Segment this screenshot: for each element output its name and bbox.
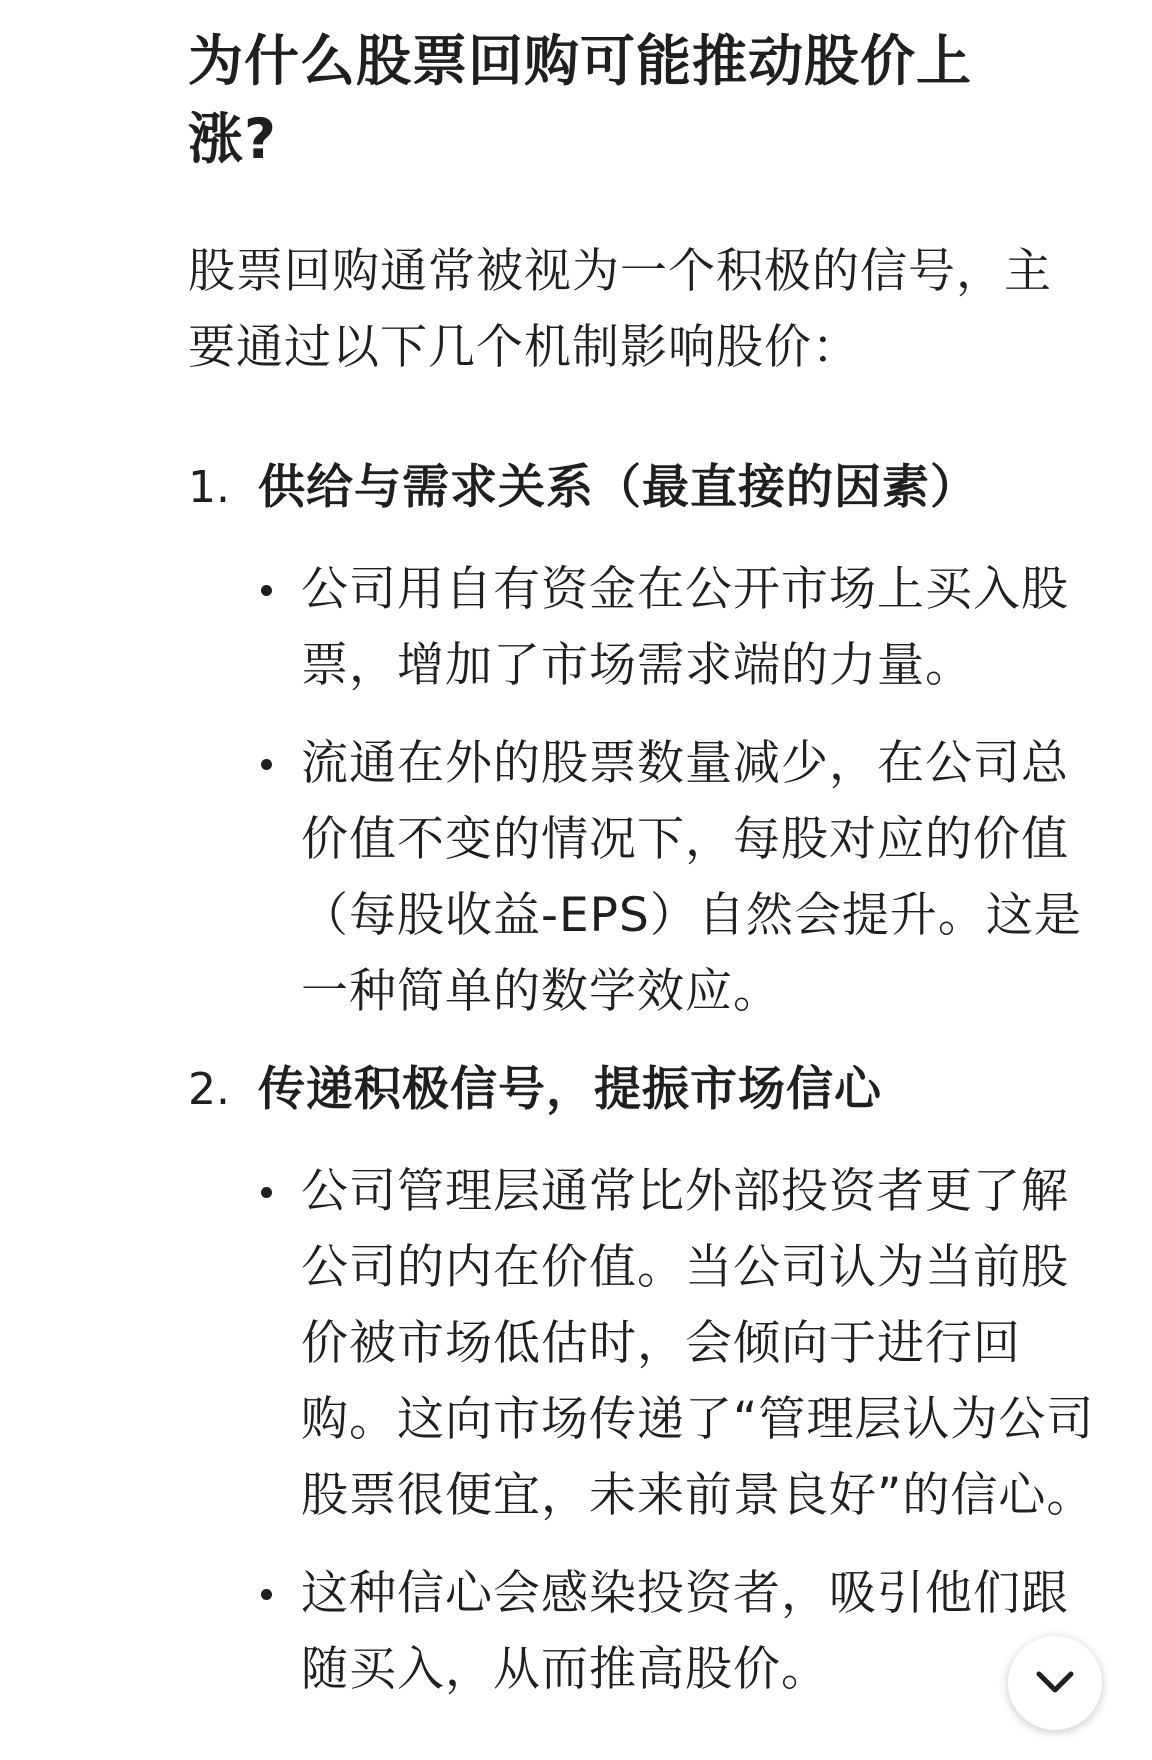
scroll-down-button[interactable] (1008, 1636, 1102, 1730)
bullet-list (188, 1154, 1095, 1708)
bullet-item (188, 1556, 1088, 1708)
bullet-dot (261, 585, 272, 596)
bullet-item (188, 552, 1088, 704)
bullet-text: 流通在外的股票数量减少，在公司总价值不变的情况下，每股对应的价值（每股收益-EPS）自然会提升。这是一种简单的数学效应。 (301, 736, 1082, 1019)
article (188, 22, 1095, 1730)
intro-paragraph: 股票回购通常被视为一个积极的信号，主要通过以下几个机制影响股价： (188, 244, 1052, 375)
reason-heading: 传递积极信号，提振市场信心 (258, 1062, 882, 1117)
reason-heading: 供给与需求关系（最直接的因素） (258, 460, 978, 515)
reason-item (188, 1052, 1095, 1708)
list-number: 2. (188, 1064, 230, 1115)
reason-item (188, 450, 1088, 1030)
bullet-text: 这种信心会感染投资者，吸引他们跟随买入，从而推高股价。 (301, 1566, 1069, 1697)
bullet-list (188, 552, 1088, 1030)
list-number: 1. (188, 462, 230, 513)
bullet-text: 公司用自有资金在公开市场上买入股票，增加了市场需求端的力量。 (301, 562, 1069, 693)
bullet-item (188, 726, 1088, 1030)
article-title: 为什么股票回购可能推动股价上涨? (188, 29, 973, 171)
bullet-dot (261, 1589, 272, 1600)
bullet-item (188, 1154, 1095, 1534)
bullet-text: 公司管理层通常比外部投资者更了解公司的内在价值。当公司认为当前股价被市场低估时，会倾向于进行回购。这向市场传递了“管理层认为公司股票很便宜，未来前景良好”的信心。 (301, 1164, 1095, 1523)
reasons-list (188, 450, 1095, 1708)
bullet-dot (261, 1187, 272, 1198)
bullet-dot (261, 759, 272, 770)
chevron-down-icon (1033, 1666, 1077, 1700)
